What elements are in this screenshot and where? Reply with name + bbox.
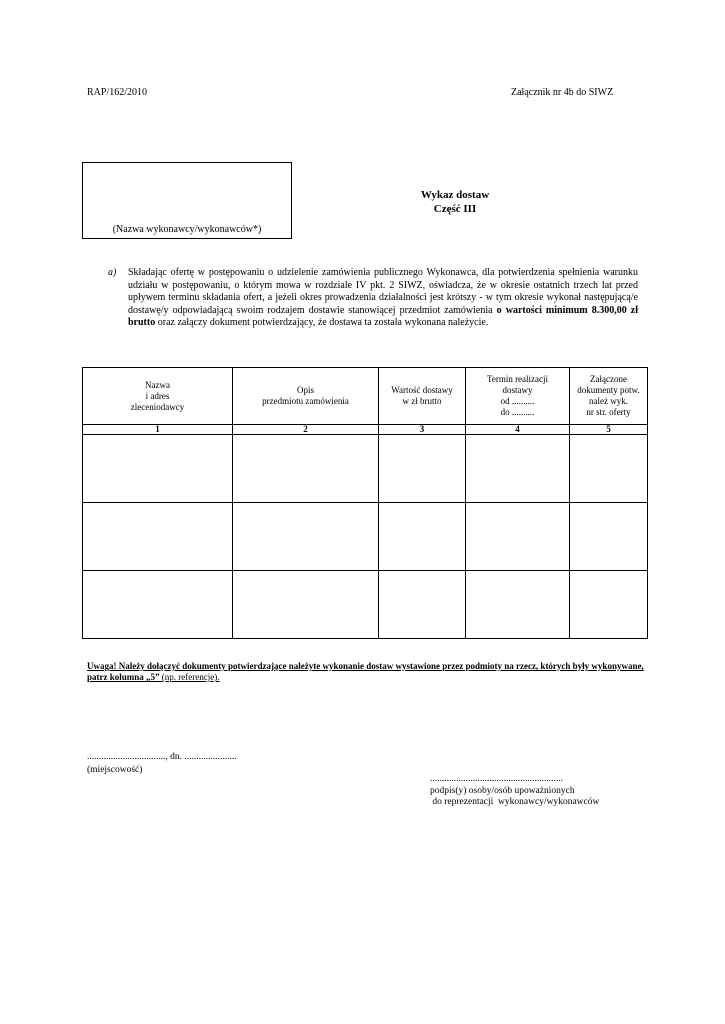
table-row	[83, 503, 648, 571]
table-cell[interactable]	[570, 571, 648, 639]
table-cell[interactable]	[466, 435, 570, 503]
paragraph-text: Składając ofertę w postępowaniu o udzielenie zamówienia publicznego Wykonawca, dla potwierdzenia spełnienia warunku udziału w postępowaniu, o którym mowa w rozdziale IV pkt. 2 SIWZ, oświadcza, że w okresie ostatnich trzech lat przed upływem terminu składania ofert, a jeżeli okres prowadzenia działalności jest krótszy - w tym okresie wykonał następującą/e dostawę/y odpowiadającą swoim rodzajem dostawie stanowiącej przedmiot zamówienia	[128, 267, 638, 316]
page-title: Wykaz dostaw	[420, 189, 490, 201]
table-cell[interactable]	[570, 435, 648, 503]
table-cell[interactable]	[233, 503, 379, 571]
document-reference: RAP/162/2010	[87, 87, 148, 98]
column-number: 2	[233, 425, 379, 435]
table-cell[interactable]	[83, 571, 233, 639]
deliveries-table	[82, 367, 648, 639]
header-documents: Załączone dokumenty potw. należ wyk. nr str. oferty	[570, 368, 648, 425]
paragraph-bold-value: o wartości minimum 8.300,00 zł brutto	[128, 304, 638, 328]
table-header-row	[83, 368, 648, 425]
table-cell[interactable]	[83, 435, 233, 503]
header-client: Nazwa i adres zleceniodawcy	[83, 368, 233, 425]
column-number: 1	[83, 425, 233, 435]
table-cell[interactable]	[233, 571, 379, 639]
header-description: Opis przedmiotu zamówienia	[233, 368, 379, 425]
signature-label: podpis(y) osoby/osób upoważnionych	[430, 786, 575, 796]
signature-dots: ........................................................	[430, 774, 563, 784]
contractor-box-label: (Nazwa wykonawcy/wykonawców*)	[112, 224, 262, 235]
table-cell[interactable]	[570, 503, 648, 571]
place-label: (miejscowość)	[87, 765, 143, 775]
paragraph-text-end: oraz załączy dokument potwierdzający, że dostawa ta została wykonana należycie.	[155, 317, 489, 328]
place-date-line: ................................., dn. ......................	[87, 752, 237, 762]
header-term: Termin realizacji dostawy od .......... do ..........	[466, 368, 570, 425]
header-value: Wartość dostawy w zł brutto	[379, 368, 466, 425]
table-cell[interactable]	[379, 571, 466, 639]
column-number: 4	[466, 425, 570, 435]
signature-label-2: do reprezentacji wykonawcy/wykonawców	[430, 797, 600, 807]
column-number: 5	[570, 425, 648, 435]
attachment-label: Załącznik nr 4b do SIWZ	[511, 87, 614, 98]
table-cell[interactable]	[466, 571, 570, 639]
table-cell[interactable]	[83, 503, 233, 571]
table-cell[interactable]	[466, 503, 570, 571]
table-row	[83, 571, 648, 639]
contractor-stamp-box	[82, 162, 292, 239]
table-cell[interactable]	[233, 435, 379, 503]
note-normal: (np. referencje).	[159, 672, 220, 682]
note-bold: Uwaga! Należy dołączyć dokumenty potwierdzające należyte wykonanie dostaw wystawione przez podmioty na rzecz, których były wykonywane, patrz kolumna „5”	[87, 661, 644, 682]
page-subtitle: Część III	[433, 203, 477, 215]
table-row	[83, 435, 648, 503]
table-cell[interactable]	[379, 435, 466, 503]
declaration-paragraph	[108, 267, 638, 330]
table-cell[interactable]	[379, 503, 466, 571]
paragraph-marker: a)	[108, 267, 117, 278]
column-number: 3	[379, 425, 466, 435]
attention-note	[87, 661, 647, 683]
column-number-row	[83, 425, 648, 435]
